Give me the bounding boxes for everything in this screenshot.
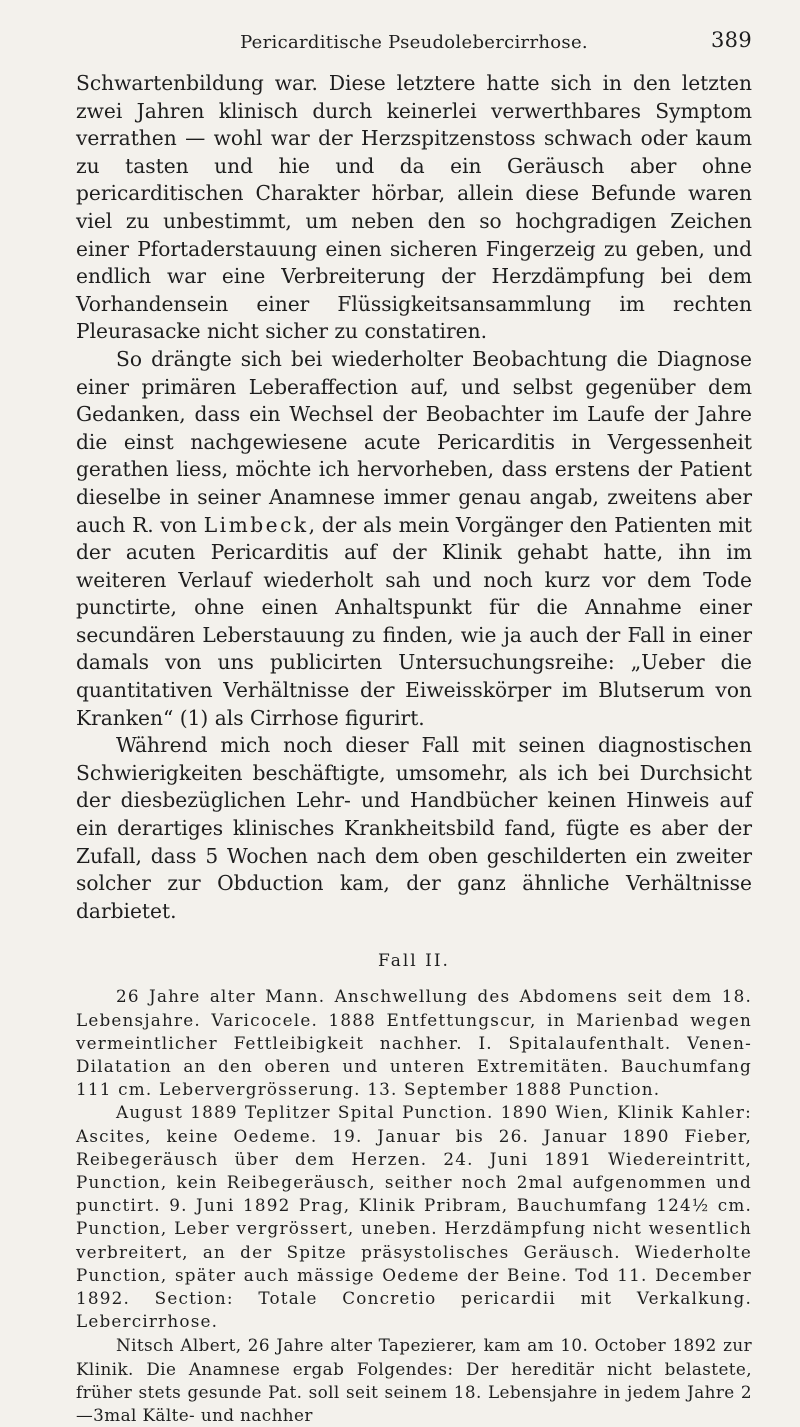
running-header xyxy=(76,28,752,62)
paragraph-1: Schwartenbildung war. Diese letztere hatte sich in den letzten zwei Jahren klinisch durch keinerlei verwerthbares Symptom verrathen — wohl war der Herzspitzenstoss schwach oder kaum zu tasten und hie und da ein Geräusch aber ohne pericarditischen Charakter hörbar, allein diese Befunde waren viel zu unbestimmt, um neben den so hochgradigen Zeichen einer Pfortaderstauung einen sicheren Fingerzeig zu geben, und endlich war eine Verbreiterung der Herzdämpfung bei dem Vorhandensein einer Flüssigkeitsansammlung im rechten Pleurasacke nicht sicher zu constatiren. xyxy=(76,71,752,344)
narrative-paragraph: Nitsch Albert, 26 Jahre alter Tapezierer, kam am 10. October 1892 zur Klinik. Die Anamnese ergab Folgendes: Der hereditär nicht belastete, früher stets gesunde Pat. soll seit seinem 18. Lebensjahre in jedem Jahre 2—3mal Kälte- und nachher xyxy=(76,1335,752,1426)
case-heading: Fall II. xyxy=(378,951,450,972)
case-summary xyxy=(76,985,752,1333)
author-name-limbeck: Limbeck xyxy=(203,512,309,537)
page-number: 389 xyxy=(711,28,752,52)
paragraph-3: Während mich noch dieser Fall mit seinen diagnostischen Schwierigkeiten beschäftigte, umsomehr, als ich bei Durchsicht der diesbezüglichen Lehr- und Handbücher keinen Hinweis auf ein derartiges klinisches Krankheitsbild fand, fügte es aber der Zufall, dass 5 Wochen nach dem oben geschilderten ein zweiter solcher zur Obduction kam, der ganz ähnliche Verhältnisse darbietet. xyxy=(76,733,752,923)
paragraph-2-part-2: , der als mein Vorgänger den Patienten mit der acuten Pericarditis auf der Klinik gehabt hatte, ihn im weiteren Verlauf wiederholt sah und noch kurz vor dem Tode punctirte, ohne einen Anhaltspunkt für die Annahme einer secundären Leberstauung zu finden, wie ja auch der Fall in einer damals von uns publicirten Untersuchungsreihe: „Ueber die quantitativen Verhältnisse der Eiweisskörper im Blutserum von Kranken“ (1) als Cirrhose figurirt. xyxy=(76,512,753,730)
case-summary-paragraph-1: 26 Jahre alter Mann. Anschwellung des Abdomens seit dem 18. Lebensjahre. Varicocele. 1888 Entfettungscur, in Marienbad wegen vermeintlicher Fettleibigkeit nachher. I. Spitalaufenthalt. Venen-Dilatation an den oberen und unteren Extremitäten. Bauchumfang 111 cm. Lebervergrösserung. 13. September 1888 Punction. xyxy=(76,986,752,1100)
paragraph-2 xyxy=(76,346,752,732)
case-narrative xyxy=(76,1334,752,1427)
case-summary-paragraph-2: August 1889 Teplitzer Spital Punction. 1890 Wien, Klinik Kahler: Ascites, keine Oedeme. 19. Januar bis 26. Januar 1890 Fieber, Reibegeräusch über dem Herzen. 24. Juni 1891 Wiedereintritt, Punction, kein Reibegeräusch, seither noch 2mal aufgenommen und punctirt. 9. Juni 1892 Prag, Klinik Pribram, Bauchumfang 124½ cm. Punction, Leber vergrössert, uneben. Herzdämpfung nicht wesentlich verbreitert, an der Spitze präsystolisches Geräusch. Wiederholte Punction, später auch mässige Oedeme der Beine. Tod 11. December 1892. Section: Totale Concretio pericardii mit Verkalkung. Lebercirrhose. xyxy=(76,1102,752,1332)
main-text xyxy=(76,70,752,925)
paragraph-2-part-1: So drängte sich bei wiederholter Beobachtung die Diagnose einer primären Leberaffection auf, und selbst gegenüber dem Gedanken, dass ein Wechsel der Beobachter im Laufe der Jahre die einst nachgewiesene acute Pericarditis in Vergessenheit gerathen liess, möchte ich hervorheben, dass erstens der Patient dieselbe in seiner Anamnese immer genau angab, zweitens aber auch R. von xyxy=(76,346,752,537)
running-title: Pericarditische Pseudolebercirrhose. xyxy=(240,32,588,53)
